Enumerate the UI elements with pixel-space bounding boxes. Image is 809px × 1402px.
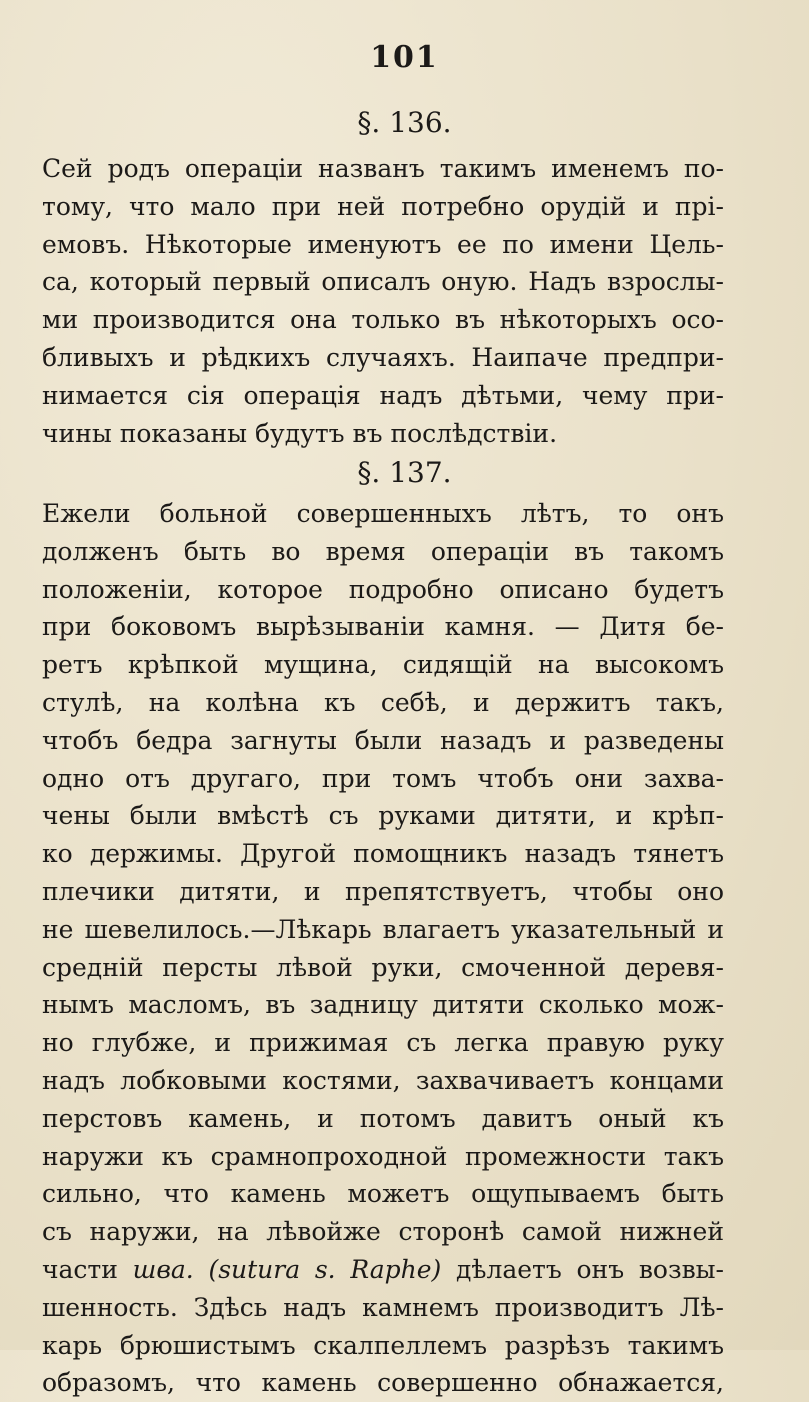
text-line: шенность. Здѣсь надъ камнемъ производитъ Лѣ- bbox=[42, 1292, 724, 1322]
text-line: перстовъ камень, и потомъ давитъ оный къ bbox=[42, 1103, 724, 1133]
text-line: чины показаны будутъ въ послѣдствіи. bbox=[42, 418, 558, 448]
text-line: Ежели больной совершенныхъ лѣтъ, то онъ bbox=[42, 499, 724, 528]
text-line: сильно, что камень можетъ ощупываемъ быть bbox=[42, 1179, 724, 1209]
text-line: чены были вмѣстѣ съ руками дитяти, и крѣп- bbox=[42, 801, 724, 831]
text-fragment: дѣлаетъ онъ возвы- bbox=[441, 1254, 724, 1284]
text-line-with-latin bbox=[42, 1251, 724, 1289]
text-line: Сей родъ операціи названъ такимъ именемъ по- bbox=[42, 154, 724, 183]
text-line: образомъ, что камень совершенно обнажается, bbox=[42, 1368, 724, 1398]
text-line: чтобъ бедра загнуты были назадъ и разведены bbox=[42, 725, 724, 755]
text-line: не шевелилось.—Лѣкарь влагаетъ указательный и bbox=[42, 914, 724, 944]
text-line: са, который первый описалъ оную. Надъ взрослы- bbox=[42, 267, 724, 297]
text-line: но глубже, и прижимая съ легка правую руку bbox=[42, 1028, 724, 1058]
text-line: ко держимы. Другой помощникъ назадъ тянетъ bbox=[42, 839, 724, 869]
text-line: средній персты лѣвой руки, смоченной деревя- bbox=[42, 952, 724, 982]
text-line: съ наружи, на лѣвойже сторонѣ самой нижней bbox=[42, 1217, 724, 1247]
latin-term: (sutura s. Raphe) bbox=[208, 1254, 442, 1284]
text-line: одно отъ другаго, при томъ чтобъ они захва- bbox=[42, 763, 724, 793]
text-line: ретъ крѣпкой мущина, сидящій на высокомъ bbox=[42, 650, 724, 680]
text-line: карь брюшистымъ скалпеллемъ разрѣзъ такимъ bbox=[42, 1330, 724, 1360]
paragraph-137 bbox=[42, 495, 724, 1402]
page-number: 101 bbox=[370, 40, 439, 75]
section-heading-137: §. 137. bbox=[357, 456, 452, 489]
text-line: надъ лобковыми костями, захвачиваетъ концами bbox=[42, 1065, 724, 1095]
text-line: нымъ масломъ, въ задницу дитяти сколько мож- bbox=[42, 990, 724, 1020]
text-line: положеніи, которое подробно описано будетъ bbox=[42, 574, 724, 604]
paragraph-136 bbox=[42, 150, 724, 452]
text-fragment: части bbox=[42, 1254, 133, 1284]
text-line: плечики дитяти, и препятствуетъ, чтобы оно bbox=[42, 876, 724, 906]
text-line: долженъ быть во время операціи въ такомъ bbox=[42, 536, 724, 566]
text-line: ми производится она только въ нѣкоторыхъ осо- bbox=[42, 305, 724, 335]
text-line: стулѣ, на колѣна къ себѣ, и держитъ такъ, bbox=[42, 687, 724, 717]
text-line: наружи къ срамнопроходной промежности такъ bbox=[42, 1141, 724, 1171]
text-line: при боковомъ вырѣзываніи камня. — Дитя бе- bbox=[42, 612, 724, 642]
section-heading-136: §. 136. bbox=[357, 106, 452, 139]
text-line: тому, что мало при ней потребно орудій и прі- bbox=[42, 191, 724, 221]
text-fragment: шва. bbox=[132, 1254, 194, 1284]
text-line: нимается сія операція надъ дѣтьми, чему при- bbox=[42, 380, 724, 410]
text-line: емовъ. Нѣкоторые именуютъ ее по имени Цель- bbox=[42, 229, 724, 259]
text-line: бливыхъ и рѣдкихъ случаяхъ. Наипаче предпри- bbox=[42, 342, 724, 372]
